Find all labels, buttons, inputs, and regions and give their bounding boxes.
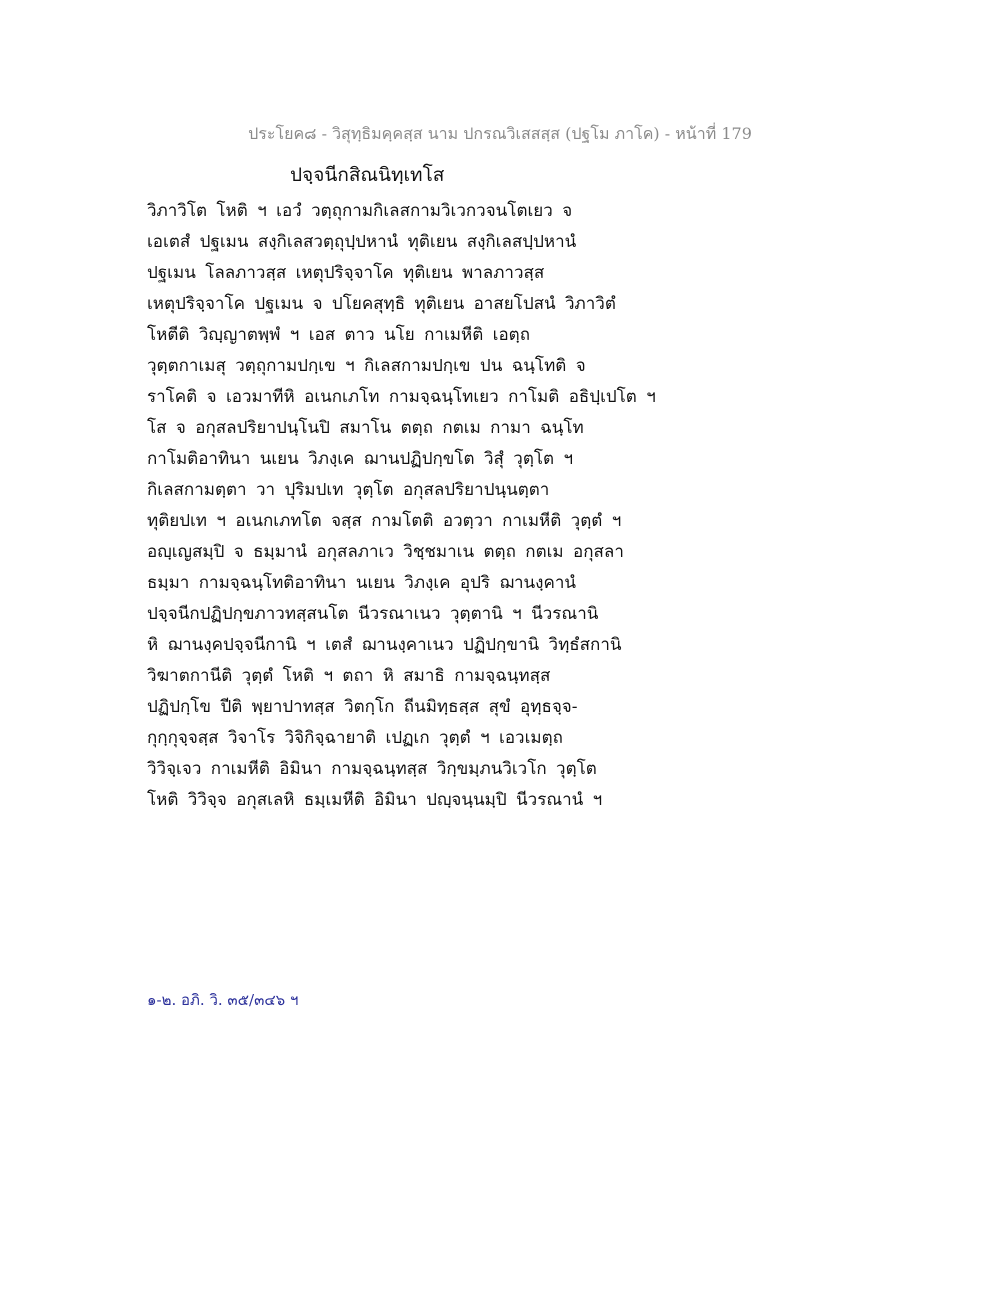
text-line: หิ ฌานงฺคปจฺจนีกานิ ฯ เตสํ ฌานงฺคาเนว ปฏิปกฺขานิ วิทฺธํสกานิ [147,635,622,655]
text-line: ปจฺจนีกปฏิปกฺขภาวทสฺสนโต นีวรณาเนว วุตฺตานิ ฯ นีวรณานิ [147,604,599,624]
text-line: โหตีติ วิญฺญาตพฺพํ ฯ เอส ตาว นโย กาเมหีติ เอตฺถ [147,325,530,345]
text-line: เอเตสํ ปฐเมน สงฺกิเลสวตฺถุปฺปหานํ ทุติเยน สงฺกิเลสปฺปหานํ [147,232,577,252]
text-line: กาโมติอาทินา นเยน วิภงฺเค ฌานปฏิปกฺขโต วิสุํ วุตฺโต ฯ [147,449,574,469]
text-line: ปฐเมน โลลภาวสฺส เหตุปริจฺจาโค ทุติเยน พาลภาวสฺส [147,263,545,283]
text-line: วิภาวิโต โหติ ฯ เอวํ วตฺถุกามกิเลสกามวิเวกวจนโตเยว จ [147,201,573,221]
text-line: ธมฺมา กามจฺฉนฺโทติอาทินา นเยน วิภงฺเค อุปริ ฌานงฺคานํ [147,573,576,593]
text-line: ปฏิปกฺโข ปีติ พฺยาปาทสฺส วิตกฺโก ถีนมิทฺธสฺส สุขํ อุทฺธจฺจ- [147,697,578,717]
text-line: โส จ อกุสลปริยาปนฺโนปิ สมาโน ตตฺถ กตเม กามา ฉนฺโท [147,418,584,438]
text-line: ทุติยปเท ฯ อเนกเภทโต จสฺส กามโตติ อวตฺวา กาเมหีติ วุตฺตํ ฯ [147,511,622,531]
text-line: กิเลสกามตฺตา วา ปุริมปเท วุตฺโต อกุสลปริยาปนฺนตฺตา [147,480,550,500]
text-line: เหตุปริจฺจาโค ปฐเมน จ ปโยคสุทฺธิ ทุติเยน อาสยโปสนํ วิภาวิตํ [147,294,616,314]
footnote: ๑-๒. อภิ. วิ. ๓๕/๓๔๖ ฯ [147,991,299,1009]
body-text [147,196,667,816]
text-line: วิวิจฺเจว กาเมหีติ อิมินา กามจฺฉนฺทสฺส วิกฺขมฺภนวิเวโก วุตฺโต [147,759,597,779]
page-header [0,122,1000,147]
section-heading: ปจฺจนีกสิณนิทฺเทโส [290,164,445,186]
text-line: กุกฺกุจฺจสฺส วิจาโร วิจิกิจฺฉายาติ เปฏเก วุตฺตํ ฯ เอวเมตฺถ [147,728,563,748]
text-line: อญฺเญสมฺปิ จ ธมฺมานํ อกุสลภาเว วิชฺชมาเน ตตฺถ กตเม อกุสลา [147,542,624,562]
text-line: โหติ วิวิจฺจ อกุสเลหิ ธมฺเมหีติ อิมินา ปญฺจนฺนมฺปิ นีวรณานํ ฯ [147,790,603,810]
running-header-text: ประโยค๘ - วิสุทฺธิมคฺคสฺส นาม ปกรณวิเสสสฺส (ปฐโม ภาโค) - หน้าที่ 179 [248,124,752,143]
text-line: ราโคติ จ เอวมาทีหิ อเนกเภโท กามจฺฉนฺโทเยว กาโมติ อธิปฺเปโต ฯ [147,387,656,407]
text-line: วุตฺตกาเมสุ วตฺถุกามปกฺเข ฯ กิเลสกามปกฺเข ปน ฉนฺโทติ จ [147,356,586,376]
text-line: วิฆาตกานีติ วุตฺตํ โหติ ฯ ตถา หิ สมาธิ กามจฺฉนฺทสฺส [147,666,551,686]
